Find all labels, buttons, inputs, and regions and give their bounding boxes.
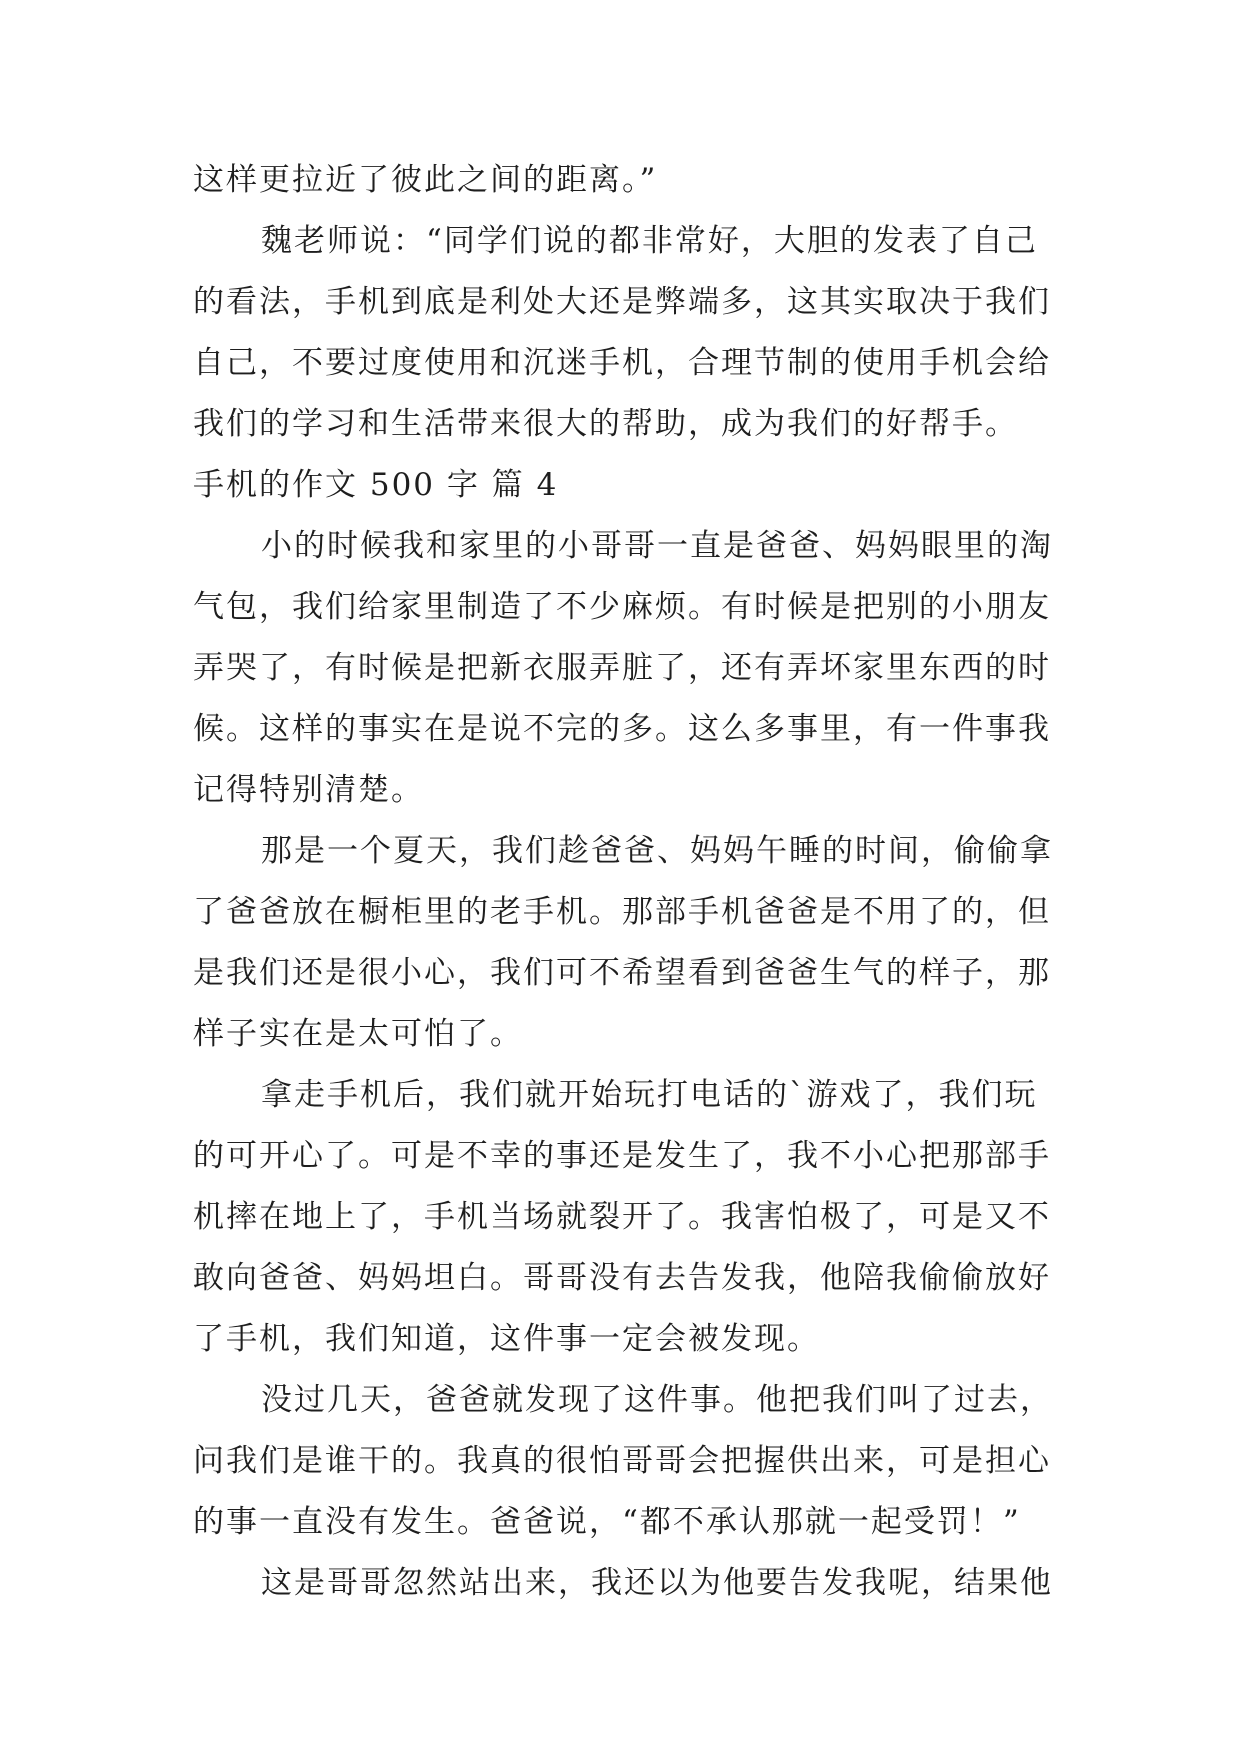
text-line: 问我们是谁干的。我真的很怕哥哥会把握供出来，可是担心 [193,1443,1051,1479]
section-heading: 手机的作文 500 字 篇 4 [193,467,559,503]
paragraph-continuation [193,150,1063,211]
text-line: 魏老师说：“同学们说的都非常好，大胆的发表了自己 [261,223,1038,259]
text-line: 这样更拉近了彼此之间的距离。” [193,162,658,198]
paragraph-brother-stands [193,1553,1063,1614]
paragraph-teacher-quote [193,211,1063,455]
text-line: 了手机，我们知道，这件事一定会被发现。 [193,1321,820,1357]
text-line: 是我们还是很小心，我们可不希望看到爸爸生气的样子，那 [193,955,1051,991]
text-line: 的看法，手机到底是利处大还是弊端多，这其实取决于我们 [193,284,1051,320]
text-line: 的事一直没有发生。爸爸说，“都不承认那就一起受罚！” [193,1504,1021,1540]
text-line: 没过几天，爸爸就发现了这件事。他把我们叫了过去， [261,1382,1053,1418]
text-line: 的可开心了。可是不幸的事还是发生了，我不小心把那部手 [193,1138,1051,1174]
text-line: 候。这样的事实在是说不完的多。这么多事里，有一件事我 [193,711,1051,747]
paragraph-childhood [193,516,1063,821]
text-line: 机摔在地上了，手机当场就裂开了。我害怕极了，可是又不 [193,1199,1051,1235]
text-line: 那是一个夏天，我们趁爸爸、妈妈午睡的时间，偷偷拿 [261,833,1053,869]
text-line: 小的时候我和家里的小哥哥一直是爸爸、妈妈眼里的淘 [261,528,1053,564]
paragraph-summer [193,821,1063,1065]
text-line: 我们的学习和生活带来很大的帮助，成为我们的好帮手。 [193,406,1018,442]
essay-body [193,150,1063,1614]
text-line: 样子实在是太可怕了。 [193,1016,523,1052]
text-line: 气包，我们给家里制造了不少麻烦。有时候是把别的小朋友 [193,589,1051,625]
text-line: 敢向爸爸、妈妈坦白。哥哥没有去告发我，他陪我偷偷放好 [193,1260,1051,1296]
text-line: 记得特别清楚。 [193,772,424,808]
paragraph-discovered [193,1370,1063,1553]
text-line: 这是哥哥忽然站出来，我还以为他要告发我呢，结果他 [261,1565,1053,1601]
text-line: 弄哭了，有时候是把新衣服弄脏了，还有弄坏家里东西的时 [193,650,1051,686]
paragraph-phone-broken [193,1065,1063,1370]
text-line: 拿走手机后，我们就开始玩打电话的`游戏了，我们玩 [261,1077,1038,1113]
text-line: 了爸爸放在橱柜里的老手机。那部手机爸爸是不用了的，但 [193,894,1051,930]
text-line: 自己，不要过度使用和沉迷手机，合理节制的使用手机会给 [193,345,1051,381]
